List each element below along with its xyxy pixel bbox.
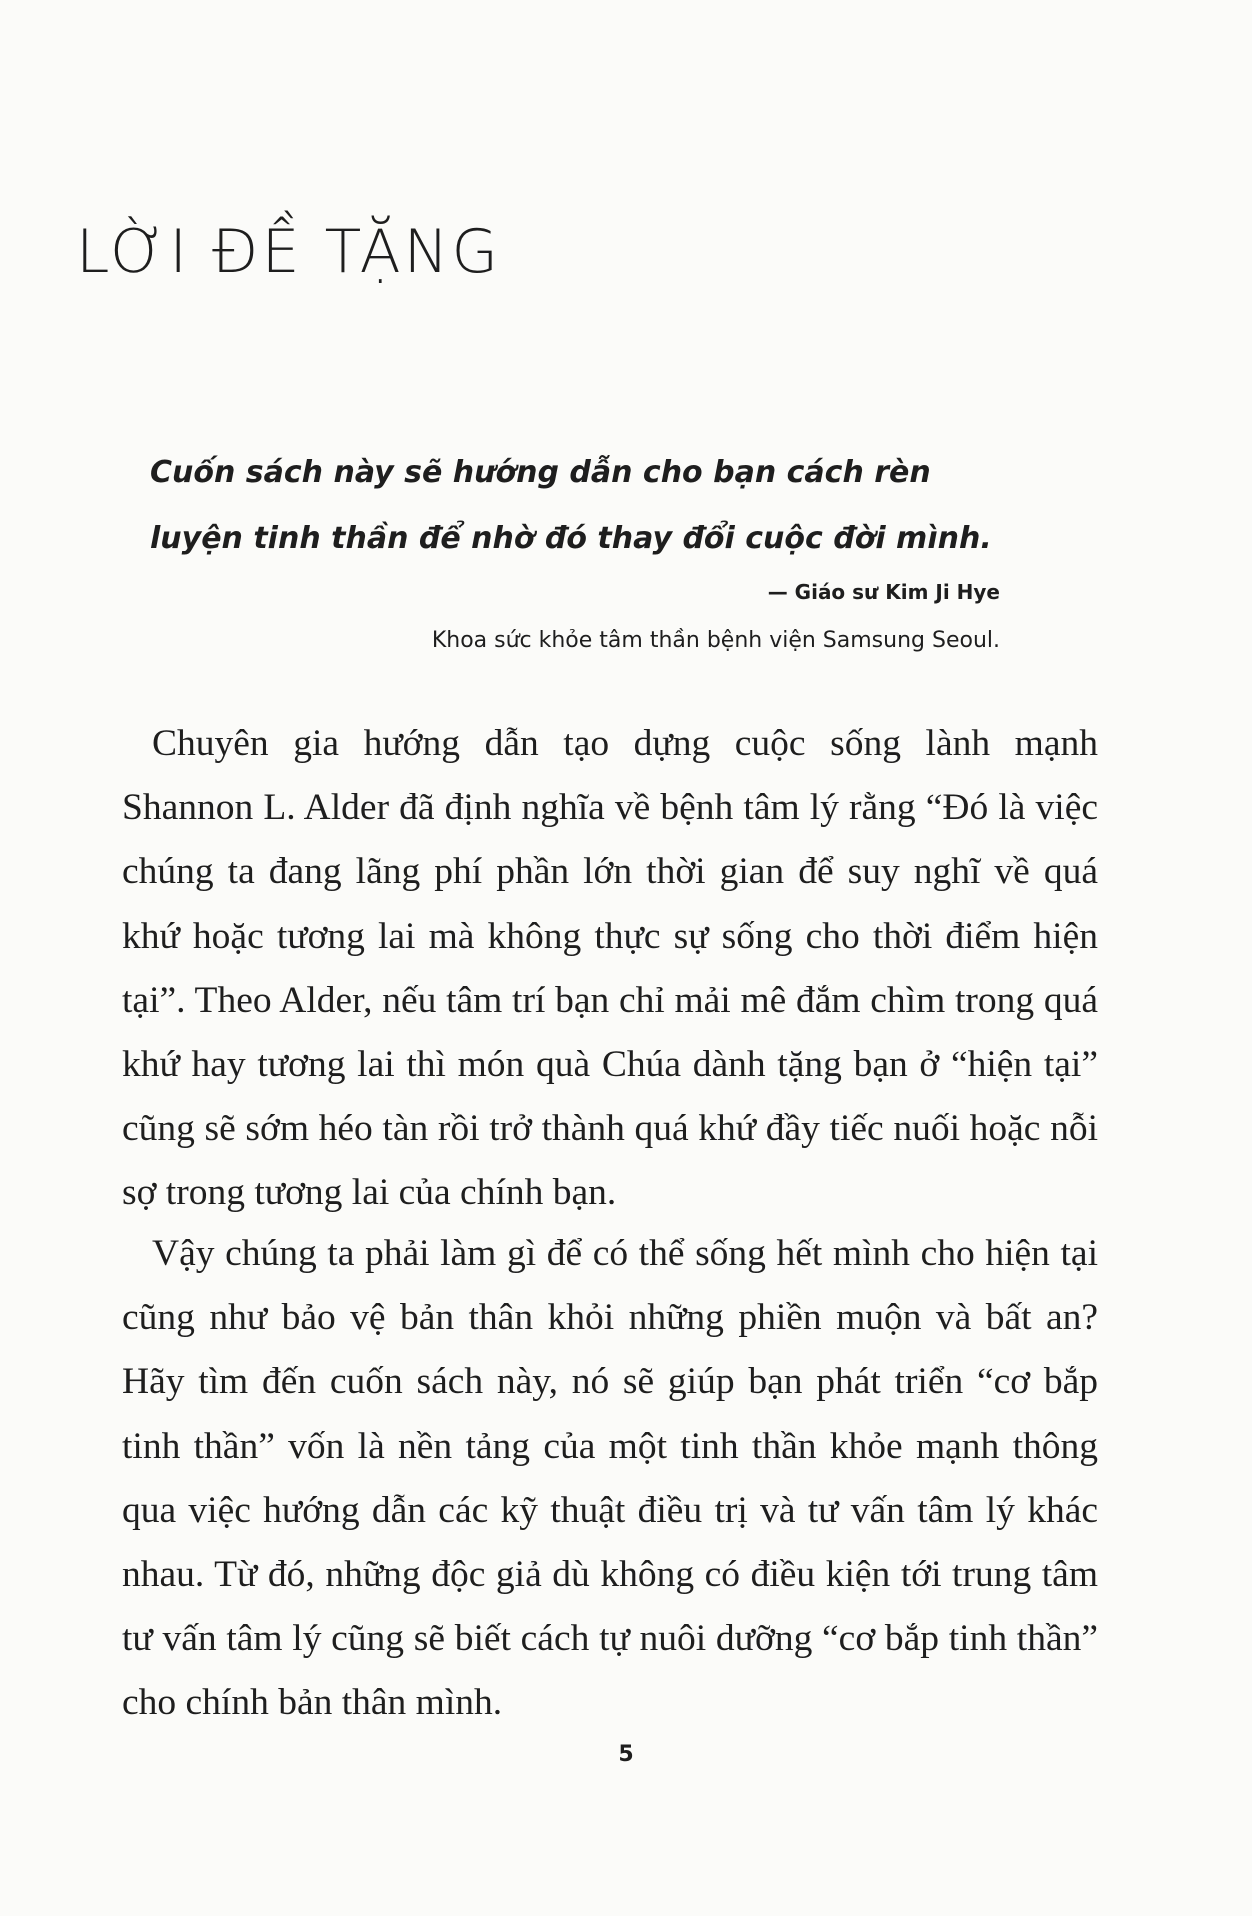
body-paragraph-1: Chuyên gia hướng dẫn tạo dựng cuộc sống lành mạnh Shannon L. Alder đã định nghĩa về bệnh tâm lý rằng “Đó là việc chúng ta đang lãng phí phần lớn thời gian để suy nghĩ về quá khứ hoặc tương lai mà không thực sự sống cho thời điểm hiện tại”. Theo Alder, nếu tâm trí bạn chỉ mải mê đắm chìm trong quá khứ hay tương lai thì món quà Chúa dành tặng bạn ở “hiện tại” cũng sẽ sớm héo tàn rồi trở thành quá khứ đầy tiếc nuối hoặc nỗi sợ trong tương lai của chính bạn. <box>122 723 1098 1214</box>
epigraph-quote: Cuốn sách này sẽ hướng dẫn cho bạn cách rèn luyện tinh thần để nhờ đó thay đổi cuộc đời mình. <box>150 455 992 556</box>
page-number: 5 <box>618 1742 634 1767</box>
chapter-title: LỜI ĐỀ TẶNG <box>76 217 501 287</box>
epigraph-affiliation: Khoa sức khỏe tâm thần bệnh viện Samsung Seoul. <box>431 628 1000 653</box>
epigraph-attribution: — Giáo sư Kim Ji Hye <box>767 580 1000 604</box>
body-paragraph-2: Vậy chúng ta phải làm gì để có thể sống hết mình cho hiện tại cũng như bảo vệ bản thân khỏi những phiền muộn và bất an? Hãy tìm đến cuốn sách này, nó sẽ giúp bạn phát triển “cơ bắp tinh thần” vốn là nền tảng của một tinh thần khỏe mạnh thông qua việc hướng dẫn các kỹ thuật điều trị và tư vấn tâm lý khác nhau. Từ đó, những độc giả dù không có điều kiện tới trung tâm tư vấn tâm lý cũng sẽ biết cách tự nuôi dưỡng “cơ bắp tinh thần” cho chính bản thân mình. <box>122 1233 1098 1724</box>
